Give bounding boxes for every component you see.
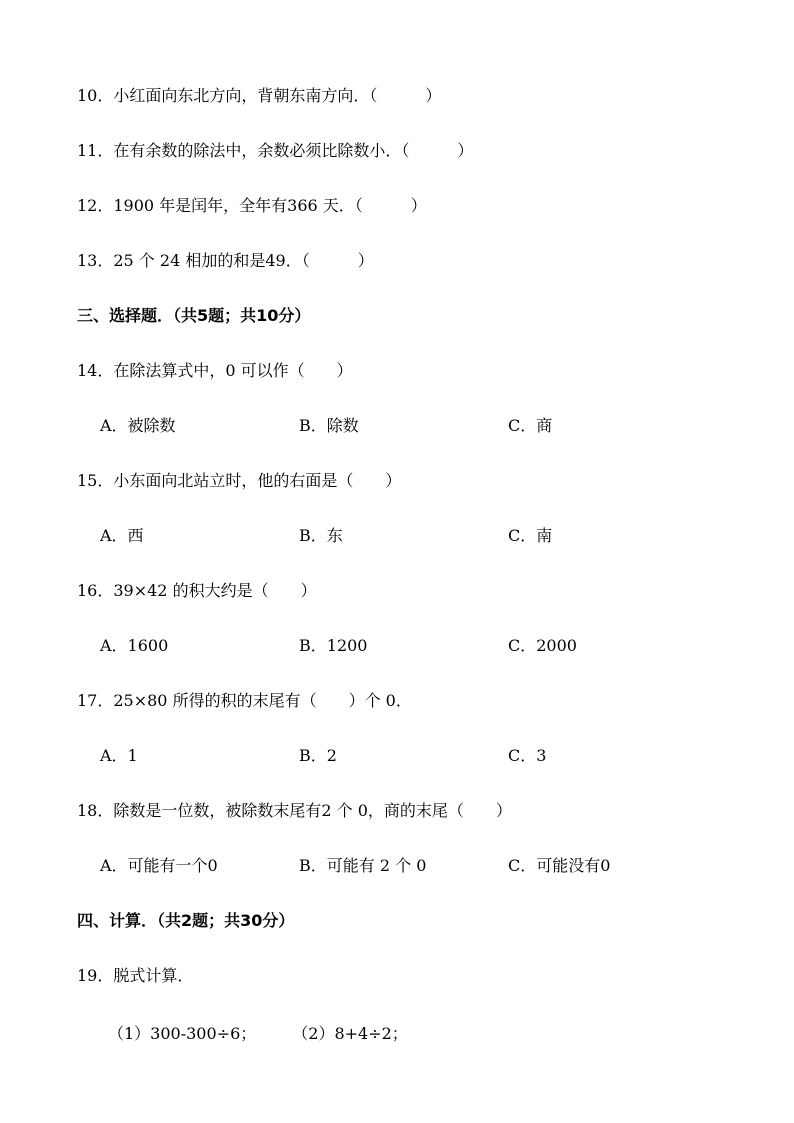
question-19-part-2: （2）8+4÷2； xyxy=(292,1024,408,1043)
question-18-option-b: B．可能有 2 个 0 xyxy=(299,856,427,875)
section-4-heading: 四、计算．（共2题；共30分） xyxy=(77,911,295,930)
question-16: 16．39×42 的积大约是（ ） xyxy=(77,581,317,600)
question-12: 12．1900 年是闰年，全年有366 天．（ ） xyxy=(77,196,427,215)
question-19-parts xyxy=(108,1024,408,1044)
question-19-part-1: （1）300-300÷6； xyxy=(108,1024,257,1043)
question-18-option-c: C．可能没有0 xyxy=(508,856,611,875)
question-18: 18．除数是一位数，被除数末尾有2 个 0，商的末尾（ ） xyxy=(77,801,512,820)
question-11: 11．在有余数的除法中，余数必须比除数小．（ ） xyxy=(77,141,474,160)
question-15-option-a: A．西 xyxy=(100,526,144,545)
question-16-option-b: B．1200 xyxy=(299,636,368,655)
question-19: 19．脱式计算． xyxy=(77,966,194,985)
question-17: 17．25×80 所得的积的末尾有（ ）个 0． xyxy=(77,691,412,710)
question-17-option-a: A．1 xyxy=(100,746,138,765)
question-15-option-b: B．东 xyxy=(299,526,343,545)
question-14-option-a: A．被除数 xyxy=(100,416,176,435)
question-14-option-c: C．商 xyxy=(508,416,553,435)
question-15-option-c: C．南 xyxy=(508,526,553,545)
question-15: 15．小东面向北站立时，他的右面是（ ） xyxy=(77,471,402,490)
question-17-option-b: B．2 xyxy=(299,746,337,765)
question-13: 13．25 个 24 相加的和是49．（ ） xyxy=(77,251,374,270)
question-16-option-c: C．2000 xyxy=(508,636,577,655)
question-18-option-a: A．可能有一个0 xyxy=(100,856,218,875)
question-14: 14．在除法算式中，0 可以作（ ） xyxy=(77,361,353,380)
question-14-option-b: B．除数 xyxy=(299,416,359,435)
question-10: 10．小红面向东北方向，背朝东南方向．（ ） xyxy=(77,86,442,105)
question-17-option-c: C．3 xyxy=(508,746,547,765)
section-3-heading: 三、选择题．（共5题；共10分） xyxy=(77,306,311,325)
question-16-option-a: A．1600 xyxy=(100,636,169,655)
